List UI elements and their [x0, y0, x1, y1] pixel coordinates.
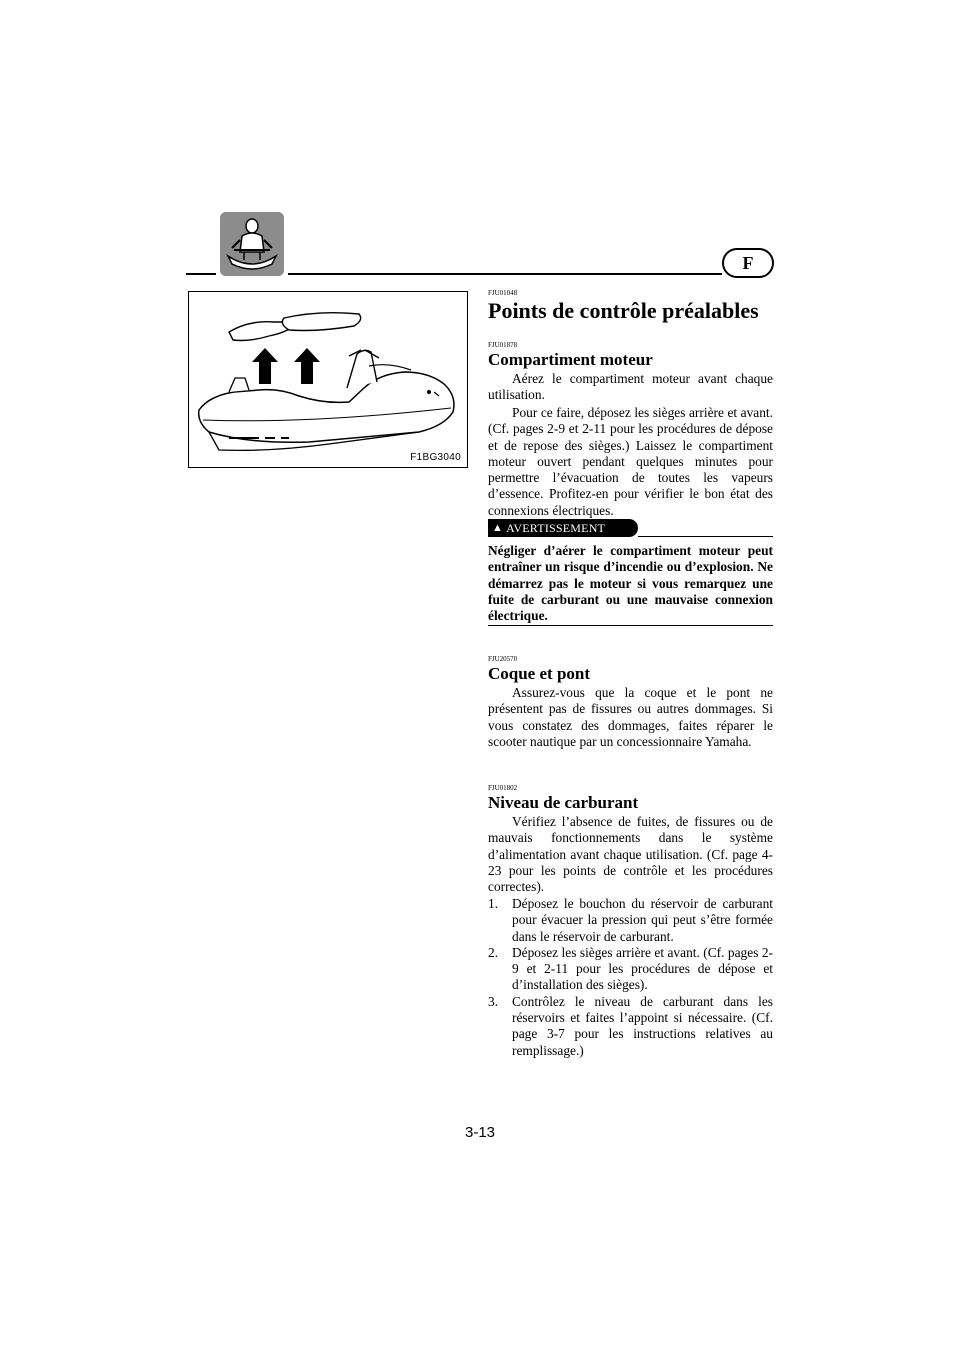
fuel-paragraph: Vérifiez l’absence de fuites, de fissures ou de mauvais fonctionnements dans le système d’alimentation avant chaque utilisation. (Cf. page 4-23 pour les points de contrôle et les procédures correctes).: [488, 814, 773, 895]
warning-header: [488, 519, 773, 539]
up-arrow-icon: [294, 348, 320, 384]
hull-heading: Coque et pont: [488, 664, 591, 683]
warning-text: Négliger d’aérer le compartiment moteur peut entraîner un risque d’incendie ou d’explosion. Ne démarrez pas le moteur si vous remarquez une fuite de carburant ou une mauvaise connexion électrique.: [488, 543, 773, 624]
header-rule-left: [186, 273, 216, 275]
engine-paragraph-2: Pour ce faire, déposez les sièges arrière et avant. (Cf. pages 2-9 et 2-11 pour les procédures de dépose et de repose des sièges.) Laissez le compartiment moteur ouvert pendant quelques minutes pour permettre l’évacuation de toutes les vapeurs d’essence. Profitez-en pour vérifier le bon état des connexions électriques.: [488, 405, 773, 518]
figure-label: F1BG3040: [410, 452, 461, 463]
list-item: 2. Déposez les sièges arrière et avant. (Cf. pages 2-9 et 2-11 pour les procédures de dépose et d’installation des sièges).: [488, 944, 773, 993]
warning-top-rule: [638, 536, 773, 537]
header-rule-right: [288, 273, 722, 275]
engine-heading: Compartiment moteur: [488, 350, 653, 369]
warning-bottom-rule: [488, 625, 773, 626]
fuel-heading: Niveau de carburant: [488, 793, 639, 812]
language-badge: F: [722, 248, 774, 278]
hull-paragraph: Assurez-vous que la coque et le pont ne présentent pas de fissures ou autres dommages. Si vous constatez des dommages, faites réparer le scooter nautique par un concessionnaire Yamaha.: [488, 685, 773, 749]
engine-code: FJU01878: [488, 341, 518, 349]
engine-paragraph-1: Aérez le compartiment moteur avant chaque utilisation.: [488, 371, 773, 403]
section-code: FJU01048: [488, 289, 518, 297]
warning-triangle-icon: ▲: [492, 522, 504, 534]
hull-code: FJU20570: [488, 655, 518, 663]
rider-icon: [220, 212, 284, 276]
warning-label: AVERTISSEMENT: [506, 520, 606, 535]
page-number: 3-13: [464, 1124, 496, 1141]
fuel-steps-list: [488, 896, 773, 1059]
up-arrow-icon: [252, 348, 278, 384]
page-title: Points de contrôle préalables: [488, 298, 759, 323]
jetski-illustration: [188, 291, 468, 468]
list-item: 3. Contrôlez le niveau de carburant dans les réservoirs et faites l’appoint si nécessaire. (Cf. page 3-7 pour les instructions relatives au remplissage.): [488, 993, 773, 1058]
fuel-code: FJU01802: [488, 784, 518, 792]
list-item: 1. Déposez le bouchon du réservoir de carburant pour évacuer la pression qui peut s’être formée dans le réservoir de carburant.: [488, 896, 773, 944]
warning-badge: [488, 519, 638, 537]
